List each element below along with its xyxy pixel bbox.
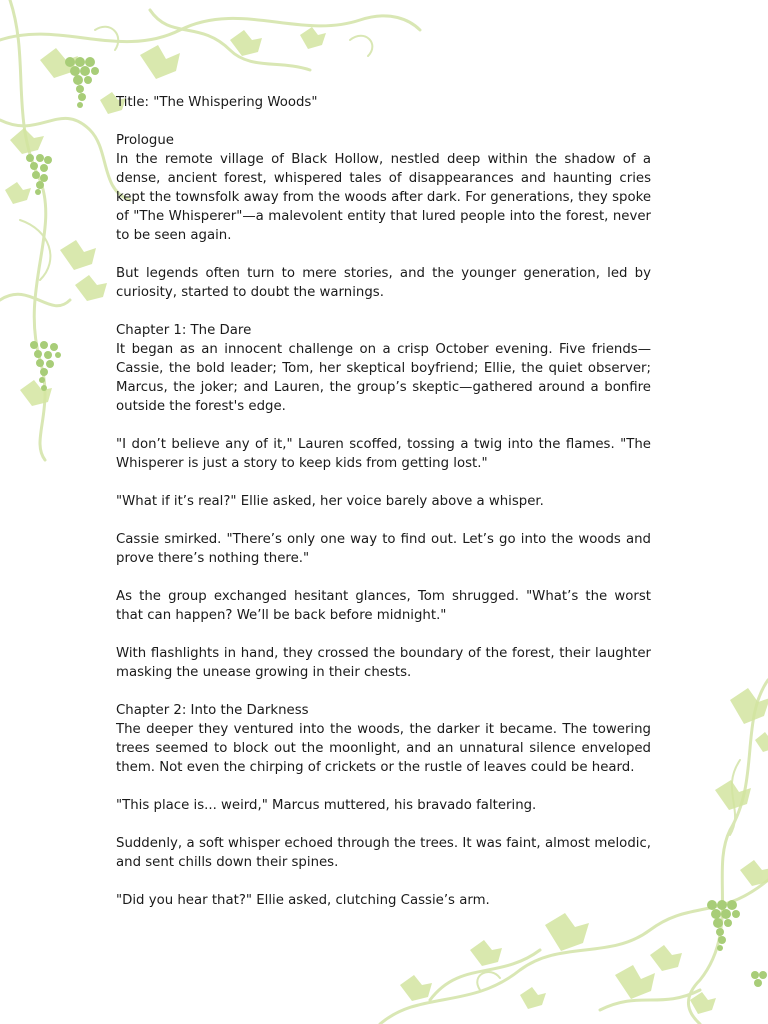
story-text: [116, 93, 651, 929]
chapter-1-section: [116, 321, 651, 416]
chapter-1-paragraph-3: "What if it’s real?" Ellie asked, her voice barely above a whisper.: [116, 494, 544, 509]
chapter-2-paragraph-2: "This place is... weird," Marcus muttered, his bravado faltering.: [116, 798, 537, 813]
chapter-1-heading: Chapter 1: The Dare: [116, 323, 252, 338]
prologue-paragraph-2: But legends often turn to mere stories, and the younger generation, led by curiosity, started to doubt the warnings.: [116, 266, 651, 300]
prologue-paragraph-1: In the remote village of Black Hollow, nestled deep within the shadow of a dense, ancient forest, whispered tales of disappearances and haunting cries kept the townsfolk away from the woods after dark. For generations, they spoke of "The Whisperer"—a malevolent entity that lured people into the forest, never to be seen again.: [116, 152, 651, 243]
prologue-heading: Prologue: [116, 133, 174, 148]
chapter-1-paragraph-4: Cassie smirked. "There’s only one way to find out. Let’s go into the woods and prove there’s nothing there.": [116, 532, 651, 566]
chapter-1-paragraph-2: "I don’t believe any of it," Lauren scoffed, tossing a twig into the flames. "The Whisperer is just a story to keep kids from getting lost.": [116, 437, 651, 471]
chapter-2-paragraph-1: The deeper they ventured into the woods, the darker it became. The towering trees seemed to block out the moonlight, and an unnatural silence enveloped them. Not even the chirping of crickets or the rustle of leaves could be heard.: [116, 722, 651, 775]
chapter-1-paragraph-6: With flashlights in hand, they crossed the boundary of the forest, their laughter masking the unease growing in their chests.: [116, 646, 651, 680]
chapter-2-paragraph-3: Suddenly, a soft whisper echoed through the trees. It was faint, almost melodic, and sent chills down their spines.: [116, 836, 651, 870]
chapter-1-paragraph-1: It began as an innocent challenge on a crisp October evening. Five friends—Cassie, the bold leader; Tom, her skeptical boyfriend; Ellie, the quiet observer; Marcus, the joker; and Lauren, the group’s skeptic—gathered around a bonfire outside the forest's edge.: [116, 342, 651, 414]
document-title: Title: "The Whispering Woods": [116, 95, 318, 110]
chapter-1-paragraph-5: As the group exchanged hesitant glances, Tom shrugged. "What’s the worst that can happen? We’ll be back before midnight.": [116, 589, 651, 623]
chapter-2-paragraph-4: "Did you hear that?" Ellie asked, clutching Cassie’s arm.: [116, 893, 490, 908]
chapter-2-heading: Chapter 2: Into the Darkness: [116, 703, 309, 718]
chapter-2-section: [116, 701, 651, 777]
prologue-section: [116, 131, 651, 245]
